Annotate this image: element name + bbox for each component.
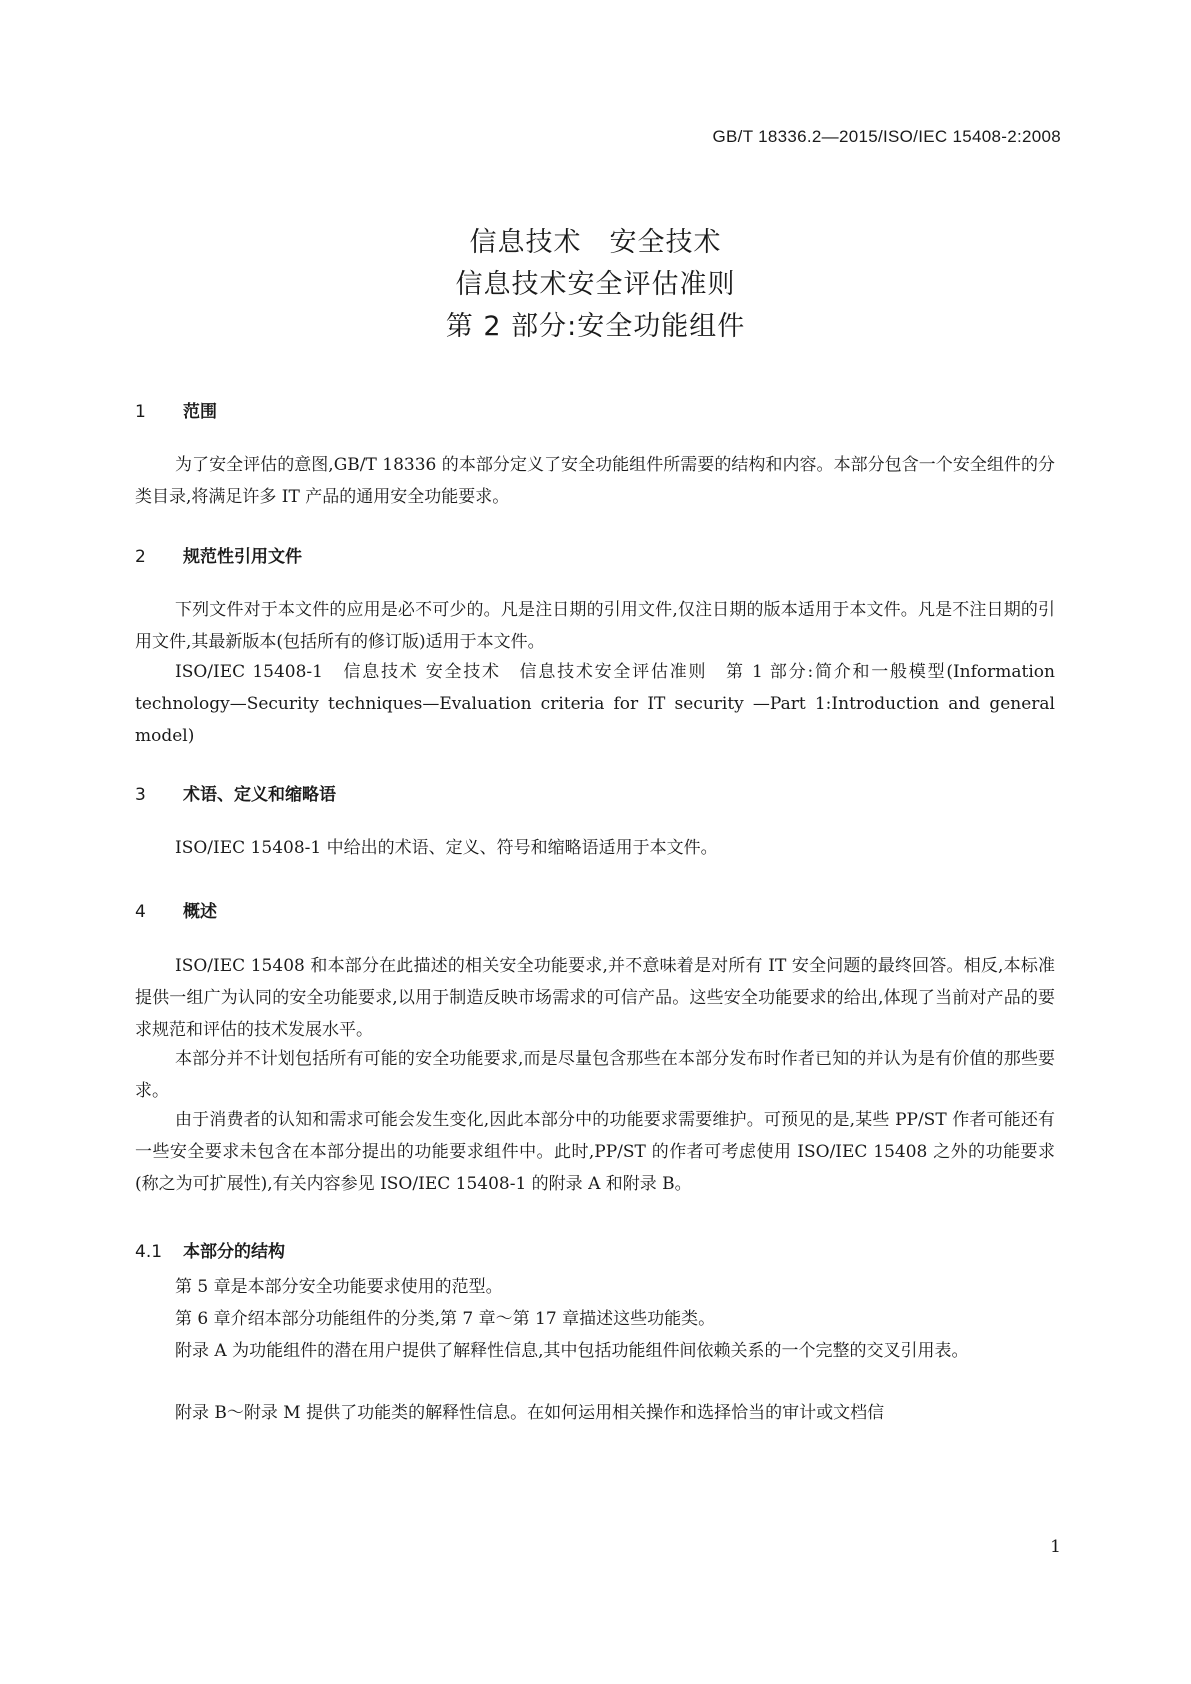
section-4-1-paragraph-1: 第 5 章是本部分安全功能要求使用的范型。 — [175, 1277, 503, 1297]
section-4-heading — [135, 897, 217, 922]
section-2-paragraph-1: 下列文件对于本文件的应用是必不可少的。凡是注日期的引用文件,仅注日期的版本适用于本文件。凡是不注日期的引用文件,其最新版本(包括所有的修订版)适用于本文件。 — [135, 600, 1055, 652]
section-2-heading — [135, 542, 302, 567]
section-4-paragraph-1: ISO/IEC 15408 和本部分在此描述的相关安全功能要求,并不意味着是对所有 IT 安全问题的最终回答。相反,本标准提供一组广为认同的安全功能要求,以用于制造反映市场需求的可信产品。这些安全功能要求的给出,体现了当前对产品的要求规范和评估的技术发展水平。 — [135, 956, 1055, 1040]
section-2-reference: ISO/IEC 15408-1 信息技术 安全技术 信息技术安全评估准则 第 1 部分:简介和一般模型(Information technology—Security techniques—Evaluation criteria for IT security —Part 1:Introduction and general model) — [135, 662, 1055, 746]
section-4-paragraph-2: 本部分并不计划包括所有可能的安全功能要求,而是尽量包含那些在本部分发布时作者已知的并认为是有价值的那些要求。 — [135, 1049, 1055, 1101]
page-number: 1 — [1050, 1537, 1061, 1557]
section-number: 2 — [135, 547, 146, 567]
section-title: 本部分的结构 — [183, 1242, 285, 1262]
section-4-1-paragraph-4: 附录 B～附录 M 提供了功能类的解释性信息。在如何运用相关操作和选择恰当的审计或文档信 — [175, 1403, 885, 1423]
section-3-heading — [135, 780, 336, 805]
title-line-1: 信息技术 安全技术 — [469, 227, 722, 258]
section-4-1-heading — [135, 1237, 285, 1262]
section-number: 4 — [135, 902, 146, 922]
document-title — [0, 222, 1191, 348]
section-title: 规范性引用文件 — [183, 547, 302, 567]
standard-code: GB/T 18336.2—2015/ISO/IEC 15408-2:2008 — [712, 127, 1061, 146]
section-1-paragraph-1: 为了安全评估的意图,GB/T 18336 的本部分定义了安全功能组件所需要的结构和内容。本部分包含一个安全组件的分类目录,将满足许多 IT 产品的通用安全功能要求。 — [135, 455, 1055, 507]
section-3-paragraph-1: ISO/IEC 15408-1 中给出的术语、定义、符号和缩略语适用于本文件。 — [175, 838, 718, 858]
section-4-paragraph-3: 由于消费者的认知和需求可能会发生变化,因此本部分中的功能要求需要维护。可预见的是,某些 PP/ST 作者可能还有一些安全要求未包含在本部分提出的功能要求组件中。此时,PP/ST 的作者可考虑使用 ISO/IEC 15408 之外的功能要求(称之为可扩展性),有关内容参见 ISO/IEC 15408-1 的附录 A 和附录 B。 — [135, 1110, 1055, 1194]
section-title: 概述 — [183, 902, 217, 922]
section-title: 范围 — [183, 402, 217, 422]
title-line-3: 第 2 部分:安全功能组件 — [445, 311, 746, 342]
section-4-1-paragraph-3: 附录 A 为功能组件的潜在用户提供了解释性信息,其中包括功能组件间依赖关系的一个完整的交叉引用表。 — [175, 1341, 969, 1361]
section-1-heading — [135, 397, 217, 422]
section-title: 术语、定义和缩略语 — [183, 785, 336, 805]
section-4-1-paragraph-2: 第 6 章介绍本部分功能组件的分类,第 7 章～第 17 章描述这些功能类。 — [175, 1309, 716, 1329]
title-line-2: 信息技术安全评估准则 — [455, 269, 736, 300]
section-number: 4.1 — [135, 1242, 163, 1262]
section-number: 3 — [135, 785, 146, 805]
section-number: 1 — [135, 402, 146, 422]
